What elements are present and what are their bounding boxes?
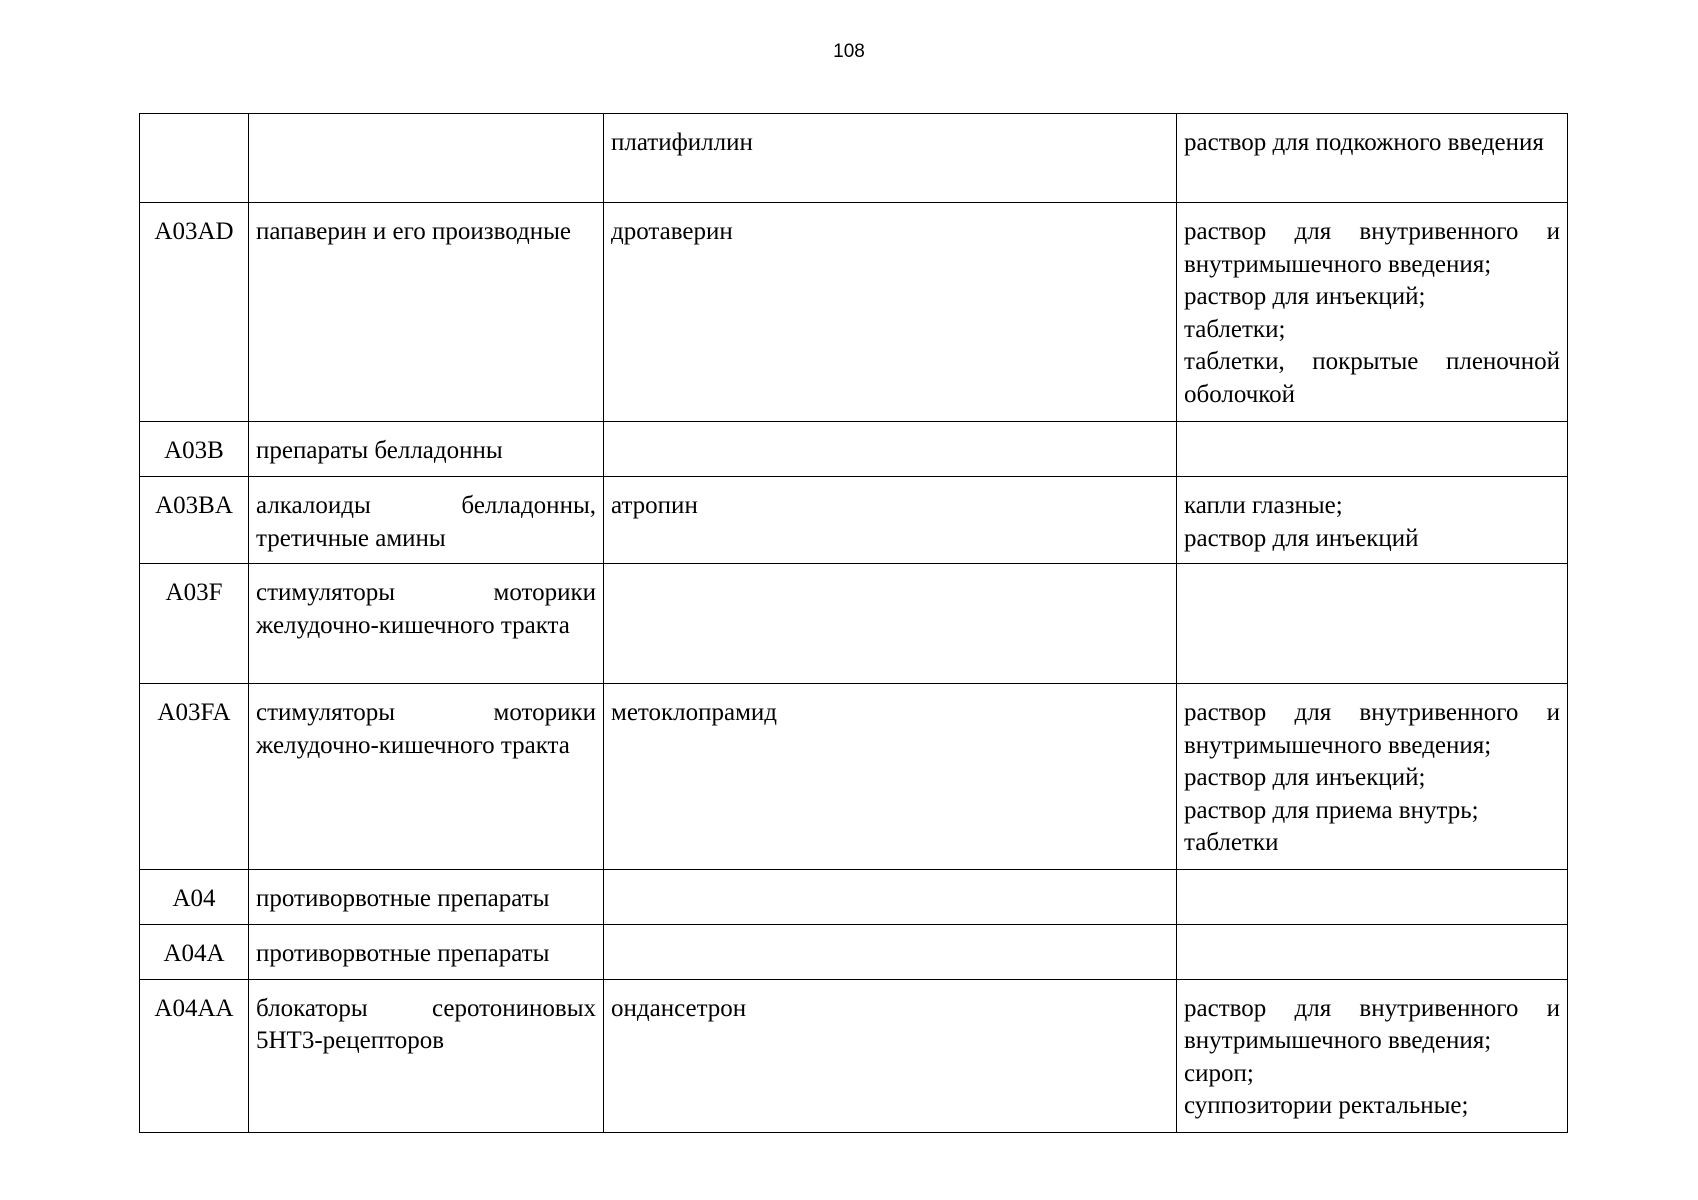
atc-code-cell: A03AD [140,203,249,422]
table-row [140,114,1568,203]
anatomical-group-cell [249,114,604,203]
dosage-form-cell [1177,477,1568,564]
dosage-form-cell [1177,979,1568,1132]
atc-code-cell: A04 [140,870,249,925]
dosage-form-line: таблетки, покрытые пленочной оболочкой [1184,348,1560,408]
dosage-form-line: раствор для инъекций; [1184,283,1426,310]
table-row [140,422,1568,477]
atc-code-cell: A03F [140,564,249,684]
drug-classification-table [139,113,1568,1133]
drug-name-cell: ондансетрон [604,979,1177,1132]
table-row [140,203,1568,422]
table-body [140,114,1568,1133]
table-row [140,564,1568,684]
drug-name-cell [604,422,1177,477]
dosage-form-line: раствор для внутривенного и внутримышечного введения; [1184,218,1560,278]
anatomical-group-cell: алкалоиды белладонны, третичные амины [249,477,604,564]
atc-code-cell: A03FA [140,684,249,870]
dosage-form-cell [1177,564,1568,684]
dosage-form-line: раствор для внутривенного и внутримышечного введения; [1184,994,1560,1054]
dosage-form-line: таблетки [1184,829,1279,856]
dosage-form-line: раствор для инъекций; [1184,764,1426,791]
atc-code-cell: A03BA [140,477,249,564]
page-number: 108 [833,41,865,62]
dosage-form-cell [1177,203,1568,422]
dosage-form-cell [1177,684,1568,870]
table-row [140,979,1568,1132]
dosage-form-cell [1177,114,1568,203]
dosage-form-line: раствор для подкожного введения [1184,129,1544,156]
drug-name-cell [604,925,1177,980]
anatomical-group-cell: противорвотные препараты [249,925,604,980]
drug-name-cell: платифиллин [604,114,1177,203]
drug-name-cell: дротаверин [604,203,1177,422]
dosage-form-line: суппозитории ректальные; [1184,1092,1469,1119]
anatomical-group-cell: стимуляторы моторики желудочно-кишечного тракта [249,564,604,684]
atc-code-cell: A04A [140,925,249,980]
anatomical-group-cell: стимуляторы моторики желудочно-кишечного тракта [249,684,604,870]
anatomical-group-cell: блокаторы серотониновых 5HT3-рецепторов [249,979,604,1132]
dosage-form-line: раствор для внутривенного и внутримышечного введения; [1184,699,1560,759]
atc-code-cell [140,114,249,203]
dosage-form-line: сироп; [1184,1059,1254,1087]
table-row [140,477,1568,564]
atc-code-cell: A03B [140,422,249,477]
dosage-form-cell [1177,422,1568,477]
anatomical-group-cell: препараты белладонны [249,422,604,477]
drug-name-cell: метоклопрамид [604,684,1177,870]
dosage-form-line: таблетки; [1184,315,1286,343]
drug-name-cell [604,564,1177,684]
dosage-form-line: раствор для инъекций [1184,524,1419,552]
dosage-form-line: раствор для приема внутрь; [1184,796,1479,824]
drug-name-cell: атропин [604,477,1177,564]
anatomical-group-cell: противорвотные препараты [249,870,604,925]
table-row [140,684,1568,870]
atc-code-cell: A04AA [140,979,249,1132]
drug-name-cell [604,870,1177,925]
table-row [140,925,1568,980]
table-row [140,870,1568,925]
anatomical-group-cell: папаверин и его производные [249,203,604,422]
dosage-form-line: капли глазные; [1184,492,1343,519]
dosage-form-cell [1177,925,1568,980]
dosage-form-cell [1177,870,1568,925]
